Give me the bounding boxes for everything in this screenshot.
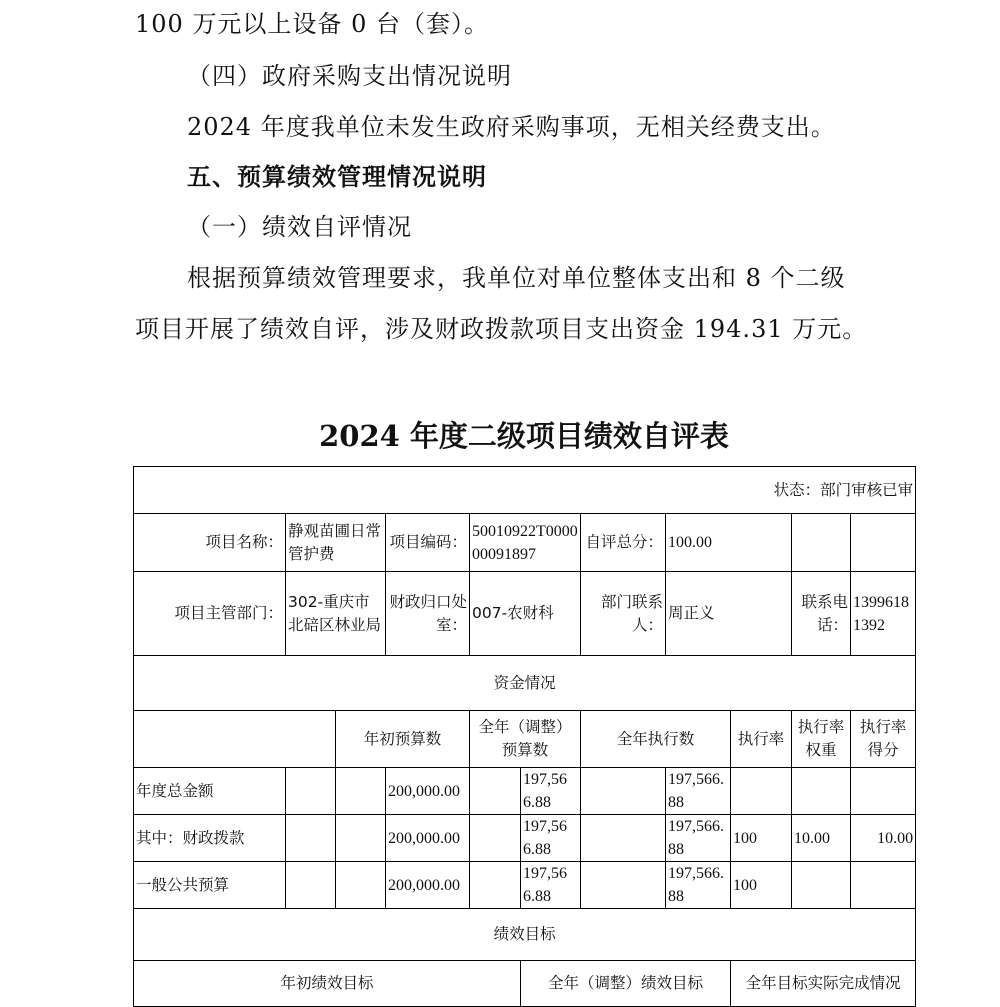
status-cell: 状态：部门审核已审 xyxy=(134,467,916,514)
dept-label: 项目主管部门： xyxy=(134,572,286,656)
project-name-label: 项目名称： xyxy=(134,514,286,572)
funds-executed-value: 197,566.88 xyxy=(666,815,731,862)
funds-header-initial: 年初预算数 xyxy=(336,711,470,768)
empty-cell xyxy=(581,768,666,815)
heading-self-evaluation: （一）绩效自评情况 xyxy=(187,213,412,241)
empty-cell xyxy=(286,862,336,909)
empty-cell xyxy=(470,815,521,862)
funds-header-adjusted: 全年（调整）预算数 xyxy=(470,711,581,768)
funds-adjusted-value: 197,566.88 xyxy=(521,862,581,909)
empty-cell xyxy=(336,815,386,862)
funds-row-label: 年度总金额 xyxy=(134,768,286,815)
funds-section-title: 资金情况 xyxy=(134,656,916,711)
paragraph-evaluation-line1: 根据预算绩效管理要求，我单位对单位整体支出和 8 个二级 xyxy=(187,264,846,292)
funds-rate-value: 100 xyxy=(731,862,792,909)
funds-score-value xyxy=(851,862,916,909)
funds-header-score: 执行率得分 xyxy=(851,711,916,768)
funds-initial-value: 200,000.00 xyxy=(386,815,470,862)
funds-score-value: 10.00 xyxy=(851,815,916,862)
phone-value: 13996181392 xyxy=(851,572,916,656)
funds-rate-value xyxy=(731,768,792,815)
funds-executed-value: 197,566.88 xyxy=(666,768,731,815)
paragraph-procurement: 2024 年度我单位未发生政府采购事项，无相关经费支出。 xyxy=(187,113,836,141)
funds-weight-value xyxy=(792,768,851,815)
empty-cell xyxy=(336,862,386,909)
project-code-value: 50010922T000000091897 xyxy=(470,514,581,572)
empty-cell xyxy=(286,768,336,815)
empty-cell xyxy=(851,514,916,572)
funds-executed-value: 197,566.88 xyxy=(666,862,731,909)
office-label: 财政归口处室： xyxy=(386,572,470,656)
contact-value: 周正义 xyxy=(666,572,792,656)
heading-section-five: 五、预算绩效管理情况说明 xyxy=(187,162,487,191)
phone-label: 联系电话： xyxy=(792,572,851,656)
perf-header-adjusted: 全年（调整）绩效目标 xyxy=(521,961,731,1007)
table-row xyxy=(134,768,916,815)
empty-cell xyxy=(792,514,851,572)
funds-row-label: 一般公共预算 xyxy=(134,862,286,909)
empty-cell xyxy=(336,768,386,815)
empty-cell xyxy=(581,815,666,862)
funds-header-weight: 执行率权重 xyxy=(792,711,851,768)
funds-header-rate: 执行率 xyxy=(731,711,792,768)
self-score-value: 100.00 xyxy=(666,514,792,572)
project-evaluation-table xyxy=(133,466,916,1007)
empty-cell xyxy=(581,862,666,909)
table-title: 2024 年度二级项目绩效自评表 xyxy=(319,419,729,453)
perf-header-initial: 年初绩效目标 xyxy=(134,961,521,1007)
empty-cell xyxy=(470,862,521,909)
table-row xyxy=(134,815,916,862)
funds-adjusted-value: 197,566.88 xyxy=(521,768,581,815)
funds-initial-value: 200,000.00 xyxy=(386,768,470,815)
funds-weight-value: 10.00 xyxy=(792,815,851,862)
paragraph-evaluation-line2: 项目开展了绩效自评，涉及财政拨款项目支出资金 194.31 万元。 xyxy=(135,315,868,343)
project-code-label: 项目编码： xyxy=(386,514,470,572)
funds-header-executed: 全年执行数 xyxy=(581,711,731,768)
project-name-value: 静观苗圃日常管护费 xyxy=(286,514,386,572)
funds-score-value xyxy=(851,768,916,815)
funds-weight-value xyxy=(792,862,851,909)
perf-header-actual: 全年目标实际完成情况 xyxy=(731,961,916,1007)
contact-label: 部门联系人： xyxy=(581,572,666,656)
paragraph-equipment: 100 万元以上设备 0 台（套）。 xyxy=(135,10,489,38)
funds-rate-value: 100 xyxy=(731,815,792,862)
funds-initial-value: 200,000.00 xyxy=(386,862,470,909)
funds-header-blank xyxy=(134,711,336,768)
empty-cell xyxy=(286,815,336,862)
funds-adjusted-value: 197,566.88 xyxy=(521,815,581,862)
funds-row-label: 其中：财政拨款 xyxy=(134,815,286,862)
empty-cell xyxy=(470,768,521,815)
table-row xyxy=(134,862,916,909)
performance-section-title: 绩效目标 xyxy=(134,909,916,961)
dept-value: 302-重庆市北碚区林业局 xyxy=(286,572,386,656)
self-score-label: 自评总分： xyxy=(581,514,666,572)
office-value: 007-农财科 xyxy=(470,572,581,656)
heading-gov-procurement: （四）政府采购支出情况说明 xyxy=(187,62,512,90)
